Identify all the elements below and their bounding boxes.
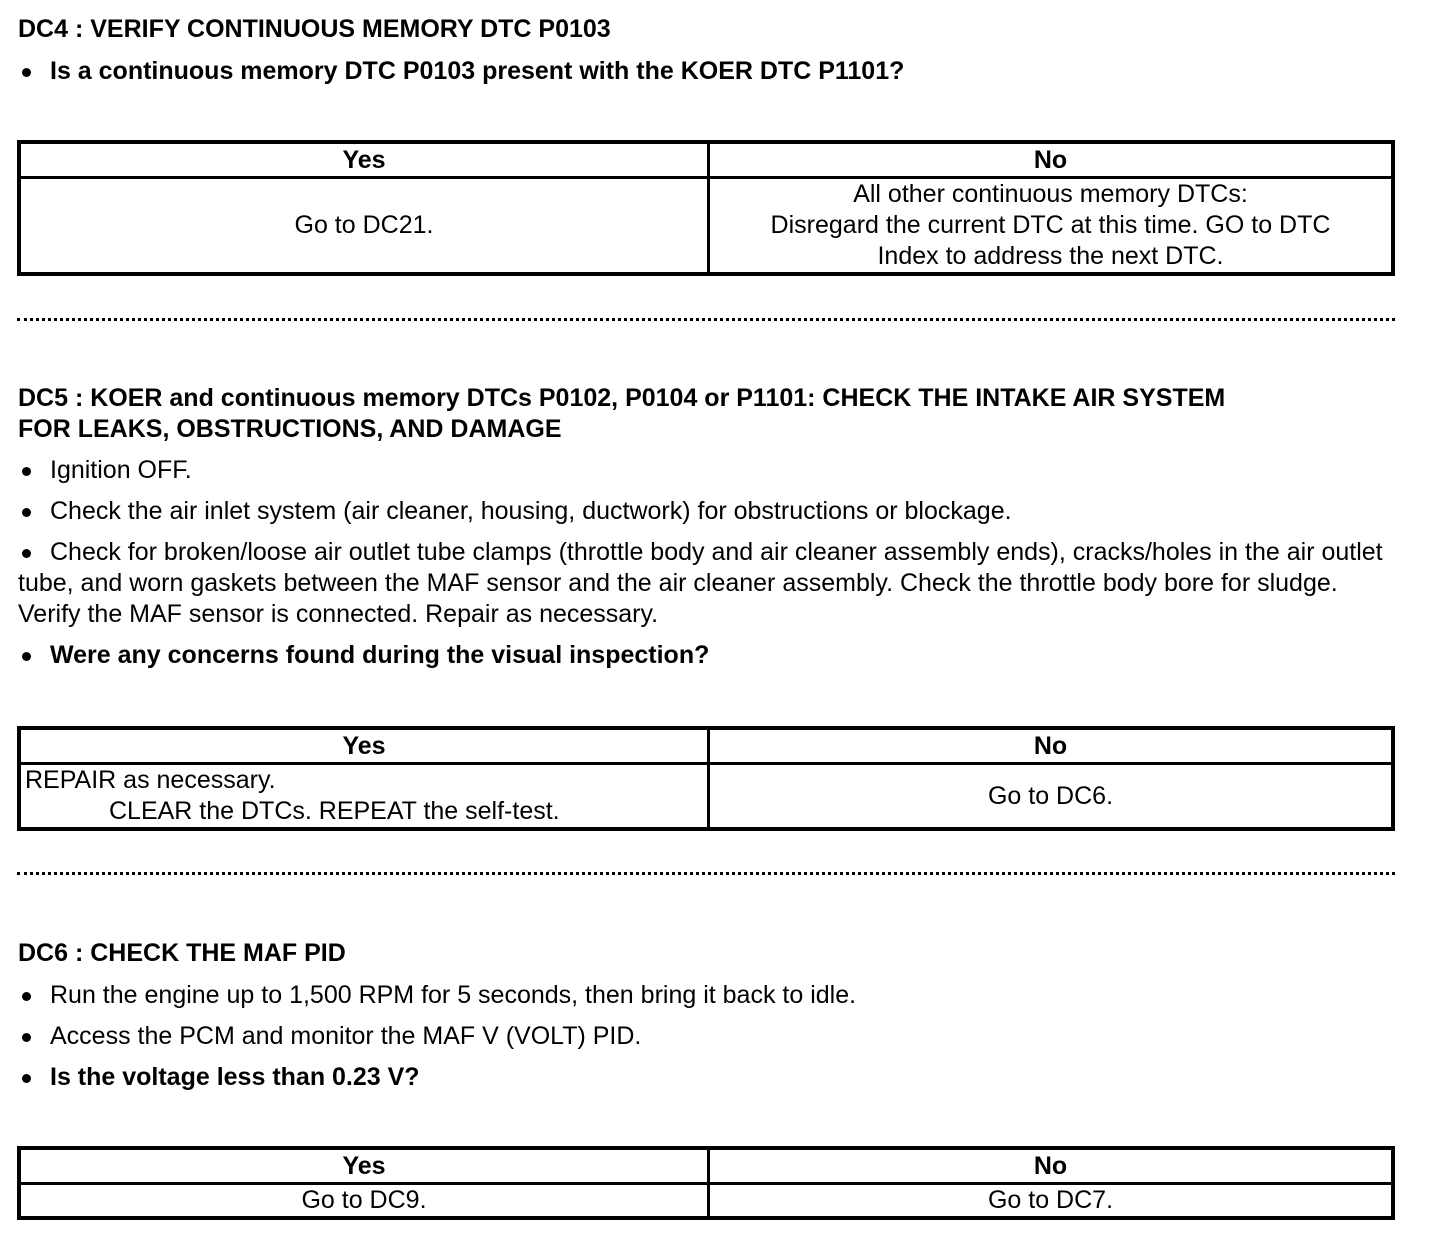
dc4-no-line: Disregard the current DTC at this time. GO to DTC xyxy=(770,211,1331,239)
dc6-yes-header: Yes xyxy=(19,1148,709,1184)
bullet-icon xyxy=(22,992,31,1001)
dc5-section xyxy=(18,383,1396,671)
section-divider xyxy=(17,872,1395,875)
dc5-heading: FOR LEAKS, OBSTRUCTIONS, AND DAMAGE xyxy=(18,415,562,443)
dc4-question xyxy=(18,56,1396,87)
bullet-icon xyxy=(22,467,31,476)
bullet-icon xyxy=(22,1074,31,1083)
dc4-decision-table xyxy=(17,140,1395,276)
dc5-no-cell: Go to DC6. xyxy=(709,764,1394,830)
dc4-no-cell xyxy=(709,178,1394,275)
dc5-yes-cell xyxy=(19,764,709,830)
bullet-icon xyxy=(22,508,31,517)
section-divider xyxy=(17,318,1395,321)
dc4-yes-cell: Go to DC21. xyxy=(19,178,709,275)
dc6-question xyxy=(18,1062,1396,1093)
dc5-step-text: Check for broken/loose air outlet tube clamps (throttle body and air cleaner assembly ends), cracks/holes in the air outlet tube, and worn gaskets between the MAF sensor and the air cleaner assembly. Check the throttle body bore for sludge. Verify the MAF sensor is connected. Repair as necessary. xyxy=(18,538,1383,628)
dc6-step xyxy=(18,980,1396,1011)
dc5-question xyxy=(18,640,1396,671)
dc6-no-header: No xyxy=(709,1148,1394,1184)
dc5-step-text: Check the air inlet system (air cleaner, housing, ductwork) for obstructions or blockage. xyxy=(50,497,1012,525)
dc6-heading: DC6 : CHECK THE MAF PID xyxy=(18,939,346,967)
dc4-yes-header: Yes xyxy=(19,142,709,178)
dc4-heading: DC4 : VERIFY CONTINUOUS MEMORY DTC P0103 xyxy=(18,15,611,43)
dc5-yes-line: REPAIR as necessary. xyxy=(25,766,276,794)
dc5-yes-line: CLEAR the DTCs. REPEAT the self-test. xyxy=(109,797,560,825)
dc6-yes-cell: Go to DC9. xyxy=(19,1184,709,1219)
dc5-step-text: Ignition OFF. xyxy=(50,456,192,484)
bullet-icon xyxy=(22,68,31,77)
dc5-question-text: Were any concerns found during the visual inspection? xyxy=(50,641,710,669)
dc6-step-text: Run the engine up to 1,500 RPM for 5 seconds, then bring it back to idle. xyxy=(50,981,857,1009)
dc5-heading: DC5 : KOER and continuous memory DTCs P0102, P0104 or P1101: CHECK THE INTAKE AIR SYSTEM xyxy=(18,384,1226,412)
dc4-question-text: Is a continuous memory DTC P0103 present with the KOER DTC P1101? xyxy=(50,57,905,85)
dc5-step xyxy=(18,537,1396,630)
dc6-no-cell: Go to DC7. xyxy=(709,1184,1394,1219)
dc6-decision-table xyxy=(17,1146,1395,1220)
dc5-decision-table xyxy=(17,726,1395,831)
dc5-no-header: No xyxy=(709,728,1394,764)
bullet-icon xyxy=(22,652,31,661)
dc5-step xyxy=(18,455,1396,486)
dc4-no-line: All other continuous memory DTCs: xyxy=(853,180,1248,208)
dc4-no-line: Index to address the next DTC. xyxy=(877,242,1224,270)
dc4-section xyxy=(18,14,1396,87)
dc6-question-text: Is the voltage less than 0.23 V? xyxy=(50,1063,420,1091)
dc4-no-header: No xyxy=(709,142,1394,178)
bullet-icon xyxy=(22,1033,31,1042)
dc6-step xyxy=(18,1021,1396,1052)
dc5-yes-header: Yes xyxy=(19,728,709,764)
dc6-step-text: Access the PCM and monitor the MAF V (VOLT) PID. xyxy=(50,1022,642,1050)
bullet-icon xyxy=(22,549,31,558)
dc5-step xyxy=(18,496,1396,527)
dc6-section xyxy=(18,938,1396,1093)
